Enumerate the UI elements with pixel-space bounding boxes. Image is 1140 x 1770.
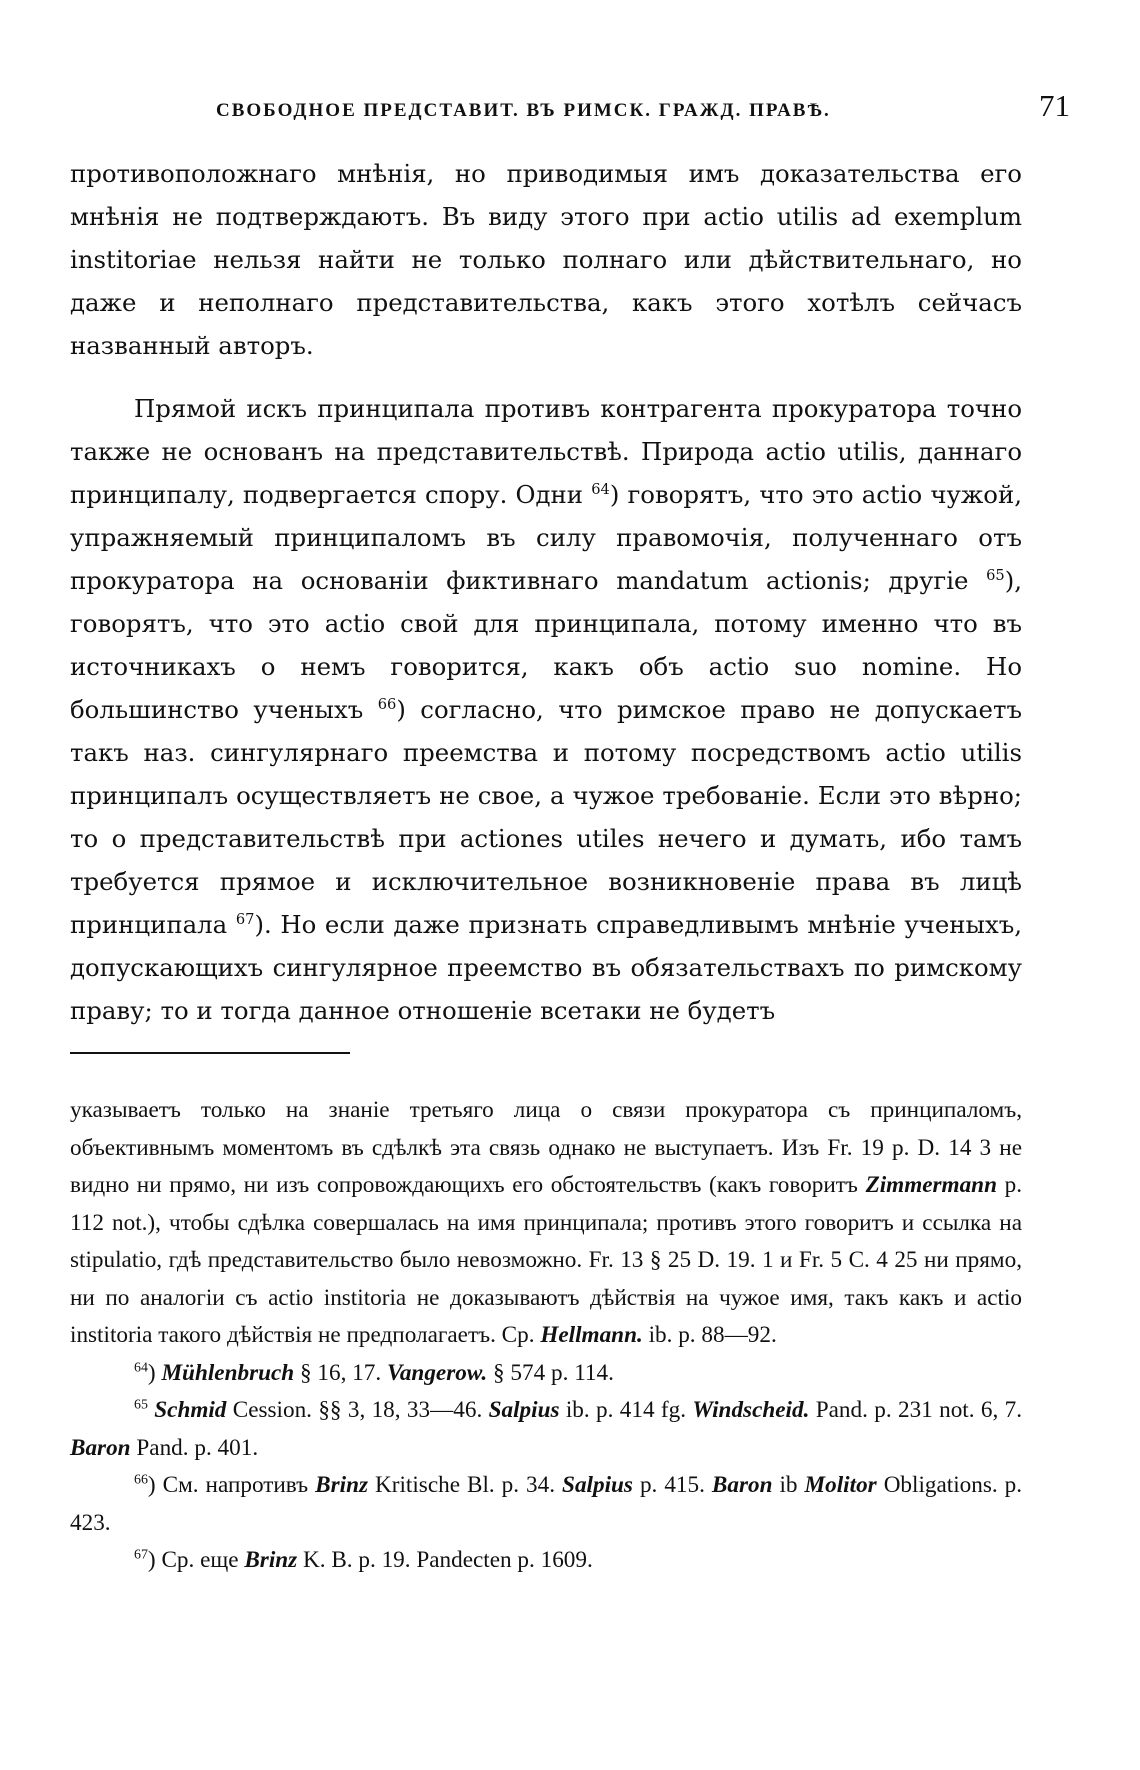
author-name: Hellmann. — [540, 1322, 643, 1348]
text-span: указываетъ только на знаніе третьяго лица о связи прокуратора съ принципаломъ, объективнымъ моментомъ въ сдѣлкѣ эта связь однако не выступаетъ. Изъ Fr. 19 p. D. 14 3 не видно ни прямо, ни изъ сопровождающихъ его обстоятельствъ (какъ говоритъ — [70, 1097, 1022, 1198]
page-number: 71 — [1039, 88, 1070, 123]
author-name: Vangerow. — [386, 1359, 488, 1386]
footnote-ref-67: 67 — [235, 910, 255, 928]
page-header — [70, 88, 1070, 128]
text-span: ), говорятъ, что это actio свой для принципала, потому именно что въ источникахъ о немъ говорится, какъ объ actio suo nomine. Но большинство ученыхъ — [70, 566, 1022, 724]
footnote-64: $^{64}$) Mühlenbruch § 16, 17. Vangerow. § 574 p. 114. — [134, 1359, 614, 1386]
author-name: Salpius — [488, 1397, 560, 1423]
author-name: Baron — [70, 1434, 131, 1461]
paragraph-1: противоположнаго мнѣнія, но приводимыя имъ доказательства его мнѣнія не подтверждаютъ. Въ виду этого при actio utilis ad exemplum institoriae нельзя найти не только полнаго или дѣйствительнаго, но даже и неполнаго представительства, какъ этого хотѣлъ сейчасъ названный авторъ. — [70, 159, 1022, 360]
text-span: p. 415. — [639, 1472, 705, 1498]
author-name: Brinz — [244, 1547, 298, 1573]
author-name: Salpius — [562, 1472, 633, 1498]
footnote-mark: 66 — [134, 1472, 148, 1488]
text-span: § 16, 17. — [299, 1359, 382, 1386]
text-span: Прямой искъ принципала противъ контрагента прокуратора точно также не основанъ на представительствѣ. Природа actio utilis, даннаго принципалу, подвергается спору. Одни — [70, 394, 1022, 509]
text-span: Kritische Bl. p. 34. — [375, 1472, 556, 1498]
footnote-67: $^{67}$) Ср. еще Brinz K. B. p. 19. Pandecten p. 1609. — [134, 1547, 593, 1573]
main-text — [70, 152, 1022, 1032]
author-name: Zimmermann — [865, 1172, 997, 1198]
footnote-ref-64: 64 — [591, 480, 610, 498]
footnote-mark: 67 — [134, 1547, 148, 1563]
footnote-mark: 64 — [134, 1359, 148, 1375]
paragraph-2 — [70, 387, 1022, 1032]
author-name: Schmid — [154, 1397, 227, 1423]
text-span: ib — [779, 1472, 798, 1498]
text-span: ) говорятъ, что это actio чужой, упражняемый принципаломъ въ силу правомочія, полученнаго отъ прокуратора на основаніи фиктивнаго mandatum actionis; другіе — [70, 480, 1022, 595]
footnote-65 — [70, 1392, 1022, 1467]
author-name: Mühlenbruch — [161, 1359, 295, 1386]
footnotes — [70, 1092, 1022, 1580]
text-span: ) согласно, что римское право не допускаетъ такъ наз. сингулярнаго преемства и потому посредствомъ actio utilis принципалъ осуществляетъ не свое, а чужое требованіе. Если это вѣрно; то о представительствѣ при actiones utiles нечего и думать, ибо тамъ требуется прямое и исключительное возникновеніе права въ лицѣ принципала — [70, 695, 1022, 939]
footnote-ref-65: 65 — [986, 566, 1005, 584]
text-span: См. напротивъ — [162, 1472, 309, 1498]
running-head: СВОБОДНОЕ ПРЕДСТАВИТ. ВЪ РИМСК. ГРАЖД. ПРАВѢ. — [216, 100, 831, 121]
author-name: Brinz — [315, 1472, 368, 1498]
text-span: K. B. p. 19. Pandecten p. 1609. — [302, 1547, 593, 1573]
footnote-mark: 65 — [134, 1397, 148, 1413]
footnote-continuation — [70, 1092, 1022, 1355]
text-span: Obligations. p. 423. — [70, 1472, 1023, 1536]
text-span: § 574 p. 114. — [493, 1359, 614, 1386]
text-span: Pand. p. 231 not. 6, 7. — [815, 1397, 1023, 1423]
author-name: Baron — [711, 1472, 773, 1498]
text-span: Pand. p. 401. — [136, 1434, 259, 1461]
text-span: ib. p. 88—92. — [648, 1322, 777, 1348]
text-span: p. 112 not.), чтобы сдѣлка совершалась на имя принципала; противъ этого говоритъ и ссылка на stipulatio, гдѣ представительство было невозможно. Fr. 13 § 25 D. 19. 1 и Fr. 5 C. 4 25 ни прямо, ни по аналогіи съ actio institoria не доказываютъ дѣйствія на чужое имя, такъ какъ и actio institoria такого дѣйствія не предполагаетъ. Ср. — [70, 1172, 1023, 1348]
author-name: Molitor — [804, 1472, 877, 1498]
text-span: ). Но если даже признать справедливымъ мнѣніе ученыхъ, допускающихъ сингулярное преемство въ обязательствахъ по римскому праву; то и тогда данное отношеніе всетаки не будетъ — [70, 910, 1022, 1025]
text-span: Ср. еще — [161, 1547, 239, 1573]
footnote-ref-66: 66 — [377, 695, 397, 713]
footnote-separator — [70, 1052, 350, 1054]
footnote-66: $^{66}$) См. напротивъ Brinz Kritische Bl. p. 34. Salpius p. 415. Baron ib Molitor Obligations. p. 423. — [70, 1472, 1023, 1536]
author-name: Windscheid. — [692, 1397, 810, 1423]
text-span: Cession. §§ 3, 18, 33—46. — [232, 1397, 483, 1423]
text-span: ib. p. 414 fg. — [565, 1397, 687, 1423]
